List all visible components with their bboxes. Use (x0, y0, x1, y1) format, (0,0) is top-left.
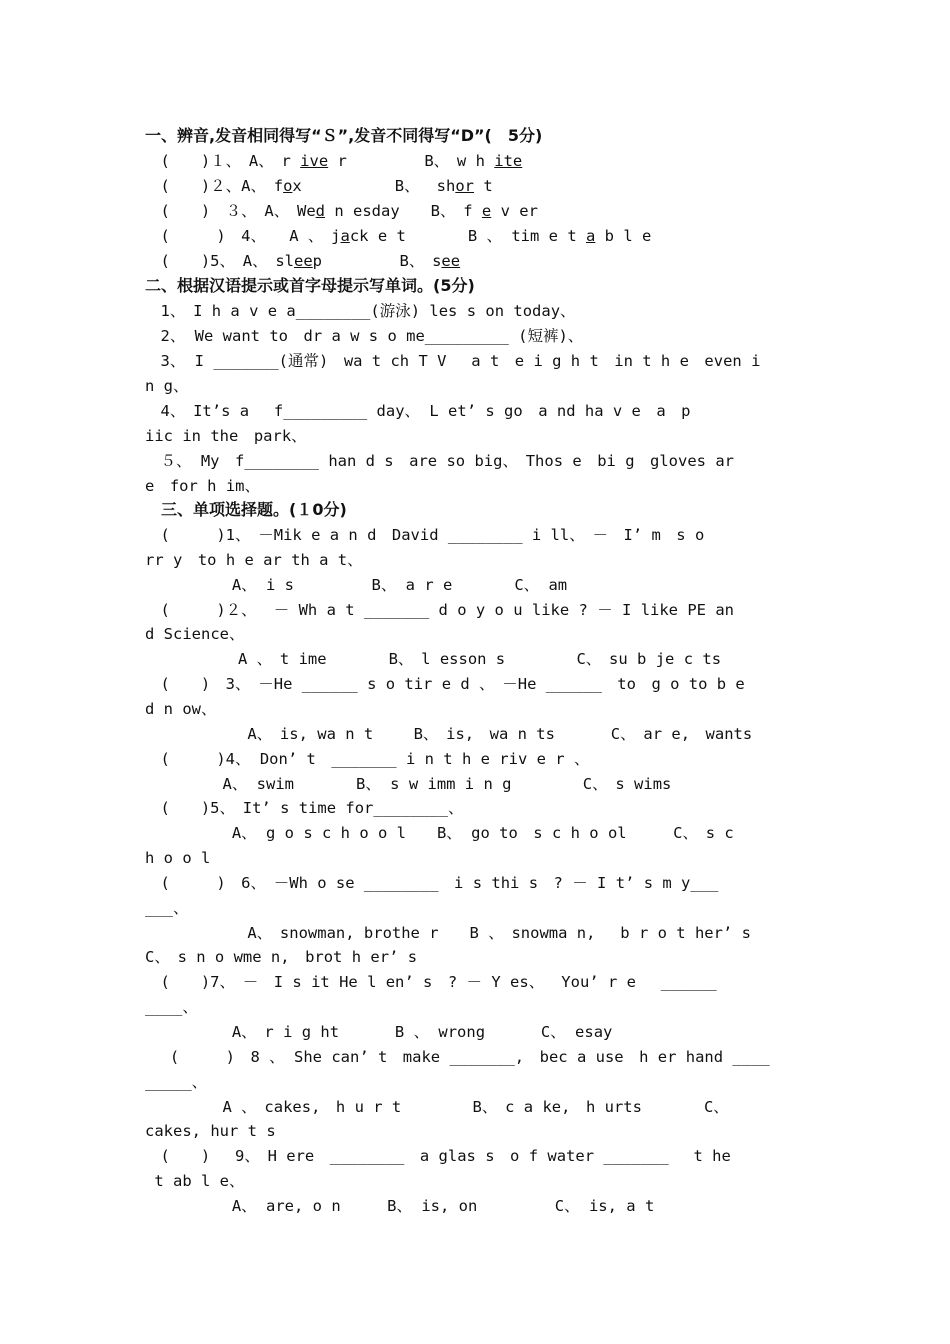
choice-line: cakes, hur t s (145, 1122, 276, 1140)
fill-in-line: 2、 We want to dr a w s o me_________ (短裤)、 (145, 327, 584, 345)
question-text: n esday B、 f (325, 202, 482, 220)
fill-in-line: n g、 (145, 377, 189, 395)
choice-line: A、 are, o n B、 is, on C、 is, a t (145, 1197, 655, 1215)
choice-line: A 、 cakes, h u r t B、 c a ke, h urts C、 (145, 1098, 729, 1116)
choice-line: ( )7、 － I s it He l en’ s ? － Y es、 You’ r e ______ (145, 973, 717, 991)
choice-line: rr y to h e ar th a t、 (145, 551, 363, 569)
fill-in-line: 3、 I _______(通常) wa t ch T V a t e i g h t in t h e even i (145, 352, 761, 370)
question-text: ck e t B 、 tim e t (349, 227, 586, 245)
phonics-question (145, 151, 522, 171)
choice-line: d n ow、 (145, 700, 217, 718)
underlined-letters: ive (300, 152, 329, 170)
choice-line: ( ) 3、 －He ______ s o tir e d 、 －He ______ to g o to b e (145, 675, 745, 693)
section2-title: 二、根据汉语提示或首字母提示写单词。(5分) (145, 276, 475, 295)
phonics-question (145, 176, 493, 196)
choice-line: ( )4、 Don’ t _______ i n t h e riv e r 、 (145, 750, 590, 768)
question-text: t (474, 177, 493, 195)
underlined-letters: or (455, 177, 475, 195)
section3-title: 三、单项选择题。(１0分) (145, 500, 347, 519)
question-text: r B、 w h (328, 152, 495, 170)
choice-line: A、 r i g ht B 、 wrong C、 esay (145, 1023, 613, 1041)
choice-line: ____、 (145, 998, 198, 1016)
choice-line: ( ) 9、 H ere ________ a glas s o f water _______ t he (145, 1147, 731, 1165)
choice-line: d Science、 (145, 625, 245, 643)
phonics-question (145, 251, 460, 271)
choice-line: A、 swim B、 s w imm i n g C、 s wims (145, 775, 672, 793)
choice-line: t ab l e、 (145, 1172, 245, 1190)
choice-line: A、 i s B、 a r e C、 am (145, 576, 568, 594)
question-text: p B、 s (312, 252, 442, 270)
section1-title: 一、辨音,发音相同得写“Ｓ”,发音不同得写“D”( 5分) (145, 126, 543, 145)
fill-in-line: e for h im、 (145, 477, 260, 495)
question-text: ( )２、A、 f (145, 177, 284, 195)
choice-line: A、 g o s c h o o l B、 go to s c h o ol C、 s c (145, 824, 734, 842)
choice-line: A 、 t ime B、 l esson s C、 su b je c ts (145, 650, 722, 668)
choice-line: ( ) 6、 －Wh o se ________ i s thi s ? － I t’ s m y___ (145, 874, 719, 892)
question-text: ( )１、 A、 r (145, 152, 301, 170)
underlined-letters: d (315, 202, 326, 220)
phonics-question (145, 226, 651, 246)
underlined-letters: ee (294, 252, 313, 270)
question-text: ( )5、 A、 sl (145, 252, 294, 270)
underlined-letters: e (481, 202, 492, 220)
choice-line: ( )5、 It’ s time for________、 (145, 799, 464, 817)
choice-line: ___、 (145, 899, 189, 917)
underlined-letters: a (340, 227, 350, 245)
phonics-question (145, 201, 538, 221)
fill-in-line: 4、 It’s a f_________ day、 L et’ s go a nd ha v e a p (145, 402, 691, 420)
question-text: v er (491, 202, 538, 220)
fill-in-line: iic in the park、 (145, 427, 307, 445)
choice-line: A、 snowman, brothe r B 、 snowma n, b r o t her’ s (145, 924, 751, 942)
choice-line: h o o l (145, 849, 211, 867)
choice-line: A、 is, wa n t B、 is, wa n ts C、 ar e, wants (145, 725, 753, 743)
choice-line: ( )２、 － Wh a t _______ d o y o u like ? － I like PE an (145, 601, 735, 619)
underlined-letters: o (283, 177, 293, 195)
underlined-letters: ite (494, 152, 523, 170)
question-text: ( ) 4、 A 、 j (145, 227, 341, 245)
choice-line: C、 s n o wme n, brot h er’ s (145, 948, 418, 966)
question-text: b l e (595, 227, 652, 245)
underlined-letters: ee (441, 252, 461, 270)
choice-line: ( )1、 －Mik e a n d David ________ i ll、 － I’ m s o (145, 526, 705, 544)
fill-in-line: 1、 I h a v e a________(游泳) les s on today、 (145, 302, 576, 320)
choice-line: ( ) 8 、 She can’ t make _______, bec a use h er hand ____ (145, 1048, 770, 1066)
underlined-letters: a (586, 227, 596, 245)
question-text: x B、 sh (292, 177, 456, 195)
fill-in-line: ５、 My f________ han d s are so big、 Thos e bi g gloves ar (145, 452, 735, 470)
choice-line: _____、 (145, 1073, 208, 1091)
question-text: ( ) ３、 A、 We (145, 202, 316, 220)
